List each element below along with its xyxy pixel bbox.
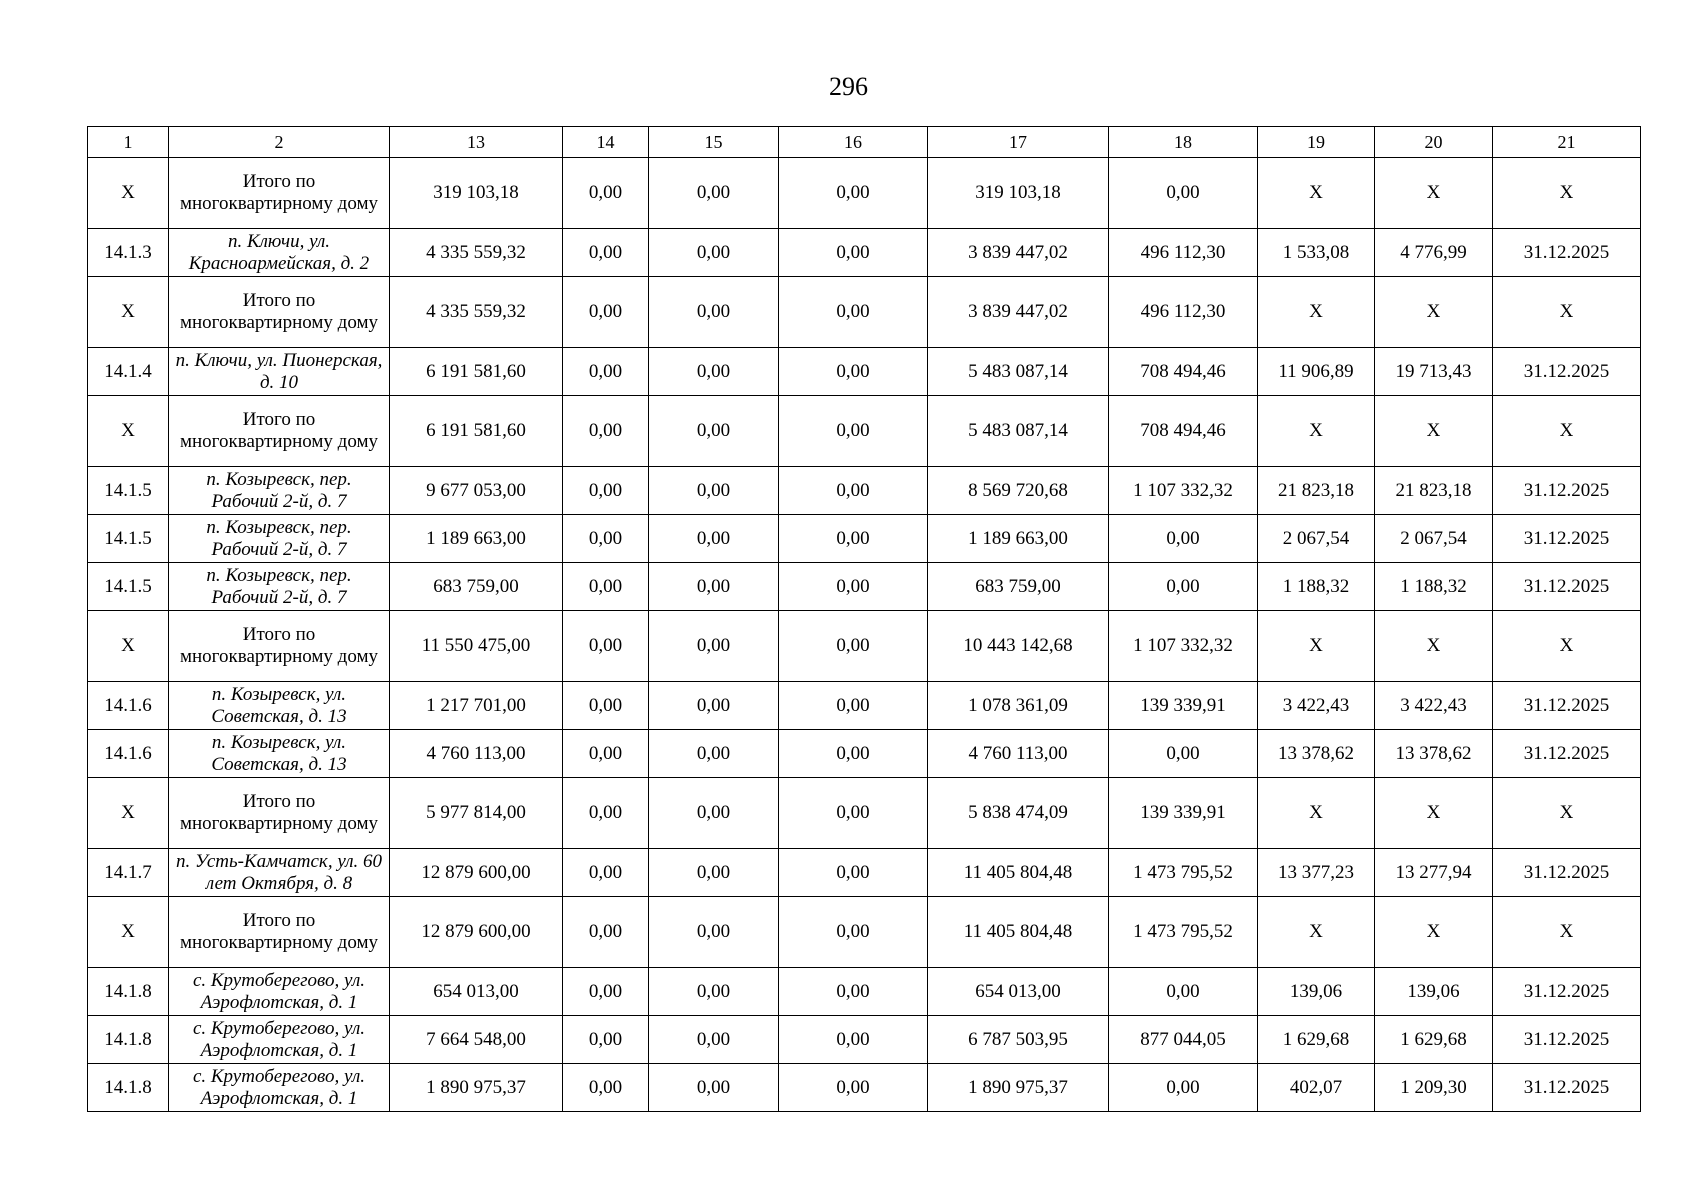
header-row (88, 127, 1641, 158)
cell-col-20: 1 629,68 (1375, 1016, 1493, 1064)
cell-col-18: 1 107 332,32 (1109, 611, 1258, 682)
cell-col-15: 0,00 (649, 396, 779, 467)
cell-col-16: 0,00 (779, 396, 928, 467)
cell-col-16: 0,00 (779, 467, 928, 515)
cell-col-14: 0,00 (563, 158, 649, 229)
cell-col-16: 0,00 (779, 563, 928, 611)
cell-col-14: 0,00 (563, 396, 649, 467)
column-header-18: 18 (1109, 127, 1258, 158)
cell-col-13: 6 191 581,60 (390, 348, 563, 396)
cell-col-16: 0,00 (779, 348, 928, 396)
cell-col-15: 0,00 (649, 611, 779, 682)
cell-col-15: 0,00 (649, 897, 779, 968)
cell-col-21: 31.12.2025 (1493, 968, 1641, 1016)
table-row (88, 467, 1641, 515)
cell-description: п. Козыревск, пер. Рабочий 2-й, д. 7 (169, 467, 390, 515)
cell-description: Итого по многоквартирному дому (169, 396, 390, 467)
cell-col-19: 139,06 (1258, 968, 1375, 1016)
cell-col-21: X (1493, 897, 1641, 968)
column-header-21: 21 (1493, 127, 1641, 158)
cell-col-17: 1 078 361,09 (928, 682, 1109, 730)
cell-col-20: 1 209,30 (1375, 1064, 1493, 1112)
cell-description: п. Козыревск, пер. Рабочий 2-й, д. 7 (169, 515, 390, 563)
cell-row-number: 14.1.5 (88, 563, 169, 611)
cell-col-16: 0,00 (779, 611, 928, 682)
cell-col-14: 0,00 (563, 229, 649, 277)
cell-col-16: 0,00 (779, 849, 928, 897)
cell-row-number: 14.1.8 (88, 968, 169, 1016)
cell-col-19: 3 422,43 (1258, 682, 1375, 730)
table-row (88, 849, 1641, 897)
cell-row-number: 14.1.3 (88, 229, 169, 277)
cell-col-20: 2 067,54 (1375, 515, 1493, 563)
cell-col-20: X (1375, 611, 1493, 682)
cell-col-15: 0,00 (649, 968, 779, 1016)
cell-col-13: 5 977 814,00 (390, 778, 563, 849)
cell-col-20: 21 823,18 (1375, 467, 1493, 515)
cell-col-14: 0,00 (563, 467, 649, 515)
cell-col-20: 1 188,32 (1375, 563, 1493, 611)
cell-col-15: 0,00 (649, 348, 779, 396)
cell-col-19: X (1258, 611, 1375, 682)
cell-col-17: 4 760 113,00 (928, 730, 1109, 778)
cell-col-17: 319 103,18 (928, 158, 1109, 229)
cell-description: Итого по многоквартирному дому (169, 778, 390, 849)
cell-col-16: 0,00 (779, 1064, 928, 1112)
cell-col-19: 402,07 (1258, 1064, 1375, 1112)
cell-col-15: 0,00 (649, 277, 779, 348)
column-header-17: 17 (928, 127, 1109, 158)
cell-description: п. Козыревск, ул. Советская, д. 13 (169, 730, 390, 778)
cell-col-14: 0,00 (563, 682, 649, 730)
column-header-1: 1 (88, 127, 169, 158)
cell-col-21: 31.12.2025 (1493, 563, 1641, 611)
cell-col-19: X (1258, 897, 1375, 968)
cell-col-17: 8 569 720,68 (928, 467, 1109, 515)
cell-col-17: 654 013,00 (928, 968, 1109, 1016)
cell-row-number: X (88, 778, 169, 849)
cell-col-18: 496 112,30 (1109, 229, 1258, 277)
cell-col-18: 708 494,46 (1109, 396, 1258, 467)
cell-col-21: X (1493, 158, 1641, 229)
cell-col-17: 11 405 804,48 (928, 849, 1109, 897)
cell-col-20: 13 277,94 (1375, 849, 1493, 897)
cell-description: с. Крутоберегово, ул. Аэрофлотская, д. 1 (169, 1016, 390, 1064)
cell-row-number: 14.1.6 (88, 682, 169, 730)
table-row (88, 968, 1641, 1016)
cell-col-16: 0,00 (779, 730, 928, 778)
column-header-14: 14 (563, 127, 649, 158)
cell-col-13: 4 335 559,32 (390, 277, 563, 348)
table-row (88, 682, 1641, 730)
cell-col-21: 31.12.2025 (1493, 348, 1641, 396)
cell-col-14: 0,00 (563, 968, 649, 1016)
cell-col-13: 1 890 975,37 (390, 1064, 563, 1112)
table-row (88, 730, 1641, 778)
cell-description: Итого по многоквартирному дому (169, 611, 390, 682)
cell-col-14: 0,00 (563, 611, 649, 682)
cell-col-21: 31.12.2025 (1493, 515, 1641, 563)
cell-row-number: 14.1.7 (88, 849, 169, 897)
column-header-13: 13 (390, 127, 563, 158)
cell-col-17: 1 890 975,37 (928, 1064, 1109, 1112)
cell-col-17: 1 189 663,00 (928, 515, 1109, 563)
cell-description: Итого по многоквартирному дому (169, 897, 390, 968)
cell-col-13: 12 879 600,00 (390, 897, 563, 968)
cell-col-15: 0,00 (649, 849, 779, 897)
column-header-15: 15 (649, 127, 779, 158)
cell-col-21: 31.12.2025 (1493, 730, 1641, 778)
cell-col-14: 0,00 (563, 348, 649, 396)
table-row (88, 1016, 1641, 1064)
cell-description: п. Козыревск, пер. Рабочий 2-й, д. 7 (169, 563, 390, 611)
cell-col-16: 0,00 (779, 229, 928, 277)
cell-col-20: 19 713,43 (1375, 348, 1493, 396)
cell-row-number: X (88, 897, 169, 968)
cell-col-14: 0,00 (563, 897, 649, 968)
cell-col-13: 654 013,00 (390, 968, 563, 1016)
cell-col-15: 0,00 (649, 467, 779, 515)
cell-col-18: 0,00 (1109, 730, 1258, 778)
cell-col-19: 1 188,32 (1258, 563, 1375, 611)
cell-description: п. Ключи, ул. Красноармейская, д. 2 (169, 229, 390, 277)
cell-col-20: X (1375, 897, 1493, 968)
cell-col-18: 139 339,91 (1109, 778, 1258, 849)
cell-col-14: 0,00 (563, 849, 649, 897)
cell-col-20: 13 378,62 (1375, 730, 1493, 778)
cell-col-13: 12 879 600,00 (390, 849, 563, 897)
cell-col-18: 139 339,91 (1109, 682, 1258, 730)
table-row-total (88, 396, 1641, 467)
cell-col-17: 10 443 142,68 (928, 611, 1109, 682)
cell-col-21: 31.12.2025 (1493, 849, 1641, 897)
column-header-19: 19 (1258, 127, 1375, 158)
cell-col-13: 4 760 113,00 (390, 730, 563, 778)
cell-col-19: 21 823,18 (1258, 467, 1375, 515)
cell-row-number: X (88, 158, 169, 229)
cell-col-18: 496 112,30 (1109, 277, 1258, 348)
cell-row-number: 14.1.6 (88, 730, 169, 778)
cell-col-15: 0,00 (649, 1016, 779, 1064)
cell-col-21: 31.12.2025 (1493, 467, 1641, 515)
table-row-total (88, 897, 1641, 968)
cell-col-14: 0,00 (563, 515, 649, 563)
cell-col-20: 139,06 (1375, 968, 1493, 1016)
cell-description: п. Козыревск, ул. Советская, д. 13 (169, 682, 390, 730)
column-header-16: 16 (779, 127, 928, 158)
cell-col-21: 31.12.2025 (1493, 682, 1641, 730)
cell-col-16: 0,00 (779, 1016, 928, 1064)
cell-col-18: 0,00 (1109, 563, 1258, 611)
cell-row-number: X (88, 611, 169, 682)
table-row-total (88, 778, 1641, 849)
cell-col-13: 683 759,00 (390, 563, 563, 611)
table-row (88, 563, 1641, 611)
cell-row-number: 14.1.8 (88, 1064, 169, 1112)
cell-col-20: X (1375, 396, 1493, 467)
cell-col-19: 1 533,08 (1258, 229, 1375, 277)
cell-col-19: 2 067,54 (1258, 515, 1375, 563)
cell-col-19: 13 378,62 (1258, 730, 1375, 778)
cell-col-16: 0,00 (779, 778, 928, 849)
cell-col-14: 0,00 (563, 778, 649, 849)
cell-description: Итого по многоквартирному дому (169, 277, 390, 348)
cell-col-15: 0,00 (649, 229, 779, 277)
cell-col-18: 708 494,46 (1109, 348, 1258, 396)
cell-col-19: X (1258, 396, 1375, 467)
cell-col-17: 5 483 087,14 (928, 348, 1109, 396)
cell-col-21: X (1493, 611, 1641, 682)
cell-row-number: 14.1.8 (88, 1016, 169, 1064)
cell-col-15: 0,00 (649, 515, 779, 563)
table-body (88, 127, 1641, 1112)
table-row (88, 1064, 1641, 1112)
cell-col-20: X (1375, 778, 1493, 849)
cell-col-21: 31.12.2025 (1493, 1064, 1641, 1112)
cell-col-14: 0,00 (563, 277, 649, 348)
cell-col-18: 0,00 (1109, 1064, 1258, 1112)
cell-description: с. Крутоберегово, ул. Аэрофлотская, д. 1 (169, 968, 390, 1016)
cell-col-18: 877 044,05 (1109, 1016, 1258, 1064)
cell-col-13: 6 191 581,60 (390, 396, 563, 467)
cell-col-18: 1 473 795,52 (1109, 897, 1258, 968)
cell-col-20: X (1375, 158, 1493, 229)
cell-col-18: 0,00 (1109, 515, 1258, 563)
data-table (87, 126, 1641, 1112)
cell-col-19: X (1258, 778, 1375, 849)
cell-col-18: 1 473 795,52 (1109, 849, 1258, 897)
cell-col-21: X (1493, 277, 1641, 348)
cell-col-19: X (1258, 277, 1375, 348)
table-row (88, 229, 1641, 277)
table-row (88, 348, 1641, 396)
cell-col-14: 0,00 (563, 1064, 649, 1112)
cell-row-number: 14.1.5 (88, 467, 169, 515)
table-row-total (88, 277, 1641, 348)
cell-col-18: 1 107 332,32 (1109, 467, 1258, 515)
cell-description: Итого по многоквартирному дому (169, 158, 390, 229)
cell-col-21: 31.12.2025 (1493, 1016, 1641, 1064)
cell-col-17: 11 405 804,48 (928, 897, 1109, 968)
cell-col-13: 11 550 475,00 (390, 611, 563, 682)
cell-col-18: 0,00 (1109, 968, 1258, 1016)
cell-col-13: 1 217 701,00 (390, 682, 563, 730)
cell-col-20: X (1375, 277, 1493, 348)
cell-col-13: 7 664 548,00 (390, 1016, 563, 1064)
cell-col-19: 13 377,23 (1258, 849, 1375, 897)
cell-col-21: X (1493, 396, 1641, 467)
cell-col-16: 0,00 (779, 897, 928, 968)
cell-row-number: X (88, 277, 169, 348)
cell-description: п. Усть-Камчатск, ул. 60 лет Октября, д. 8 (169, 849, 390, 897)
cell-col-21: 31.12.2025 (1493, 229, 1641, 277)
cell-col-19: X (1258, 158, 1375, 229)
cell-col-15: 0,00 (649, 682, 779, 730)
table-row-total (88, 611, 1641, 682)
cell-col-16: 0,00 (779, 968, 928, 1016)
cell-col-19: 1 629,68 (1258, 1016, 1375, 1064)
table-row-total (88, 158, 1641, 229)
cell-col-17: 5 483 087,14 (928, 396, 1109, 467)
cell-description: с. Крутоберегово, ул. Аэрофлотская, д. 1 (169, 1064, 390, 1112)
cell-row-number: 14.1.4 (88, 348, 169, 396)
cell-col-14: 0,00 (563, 1016, 649, 1064)
cell-col-20: 4 776,99 (1375, 229, 1493, 277)
cell-col-15: 0,00 (649, 778, 779, 849)
cell-col-13: 4 335 559,32 (390, 229, 563, 277)
cell-col-15: 0,00 (649, 1064, 779, 1112)
cell-col-17: 3 839 447,02 (928, 229, 1109, 277)
cell-col-13: 319 103,18 (390, 158, 563, 229)
cell-row-number: 14.1.5 (88, 515, 169, 563)
cell-col-13: 9 677 053,00 (390, 467, 563, 515)
cell-col-13: 1 189 663,00 (390, 515, 563, 563)
cell-col-17: 6 787 503,95 (928, 1016, 1109, 1064)
cell-col-17: 683 759,00 (928, 563, 1109, 611)
cell-col-16: 0,00 (779, 277, 928, 348)
cell-col-21: X (1493, 778, 1641, 849)
table-row (88, 515, 1641, 563)
cell-col-18: 0,00 (1109, 158, 1258, 229)
page-number: 296 (829, 72, 868, 101)
cell-col-17: 5 838 474,09 (928, 778, 1109, 849)
cell-col-14: 0,00 (563, 730, 649, 778)
cell-col-15: 0,00 (649, 158, 779, 229)
cell-col-20: 3 422,43 (1375, 682, 1493, 730)
column-header-20: 20 (1375, 127, 1493, 158)
cell-col-15: 0,00 (649, 730, 779, 778)
cell-col-16: 0,00 (779, 515, 928, 563)
cell-col-16: 0,00 (779, 158, 928, 229)
cell-row-number: X (88, 396, 169, 467)
cell-col-16: 0,00 (779, 682, 928, 730)
cell-col-14: 0,00 (563, 563, 649, 611)
cell-col-17: 3 839 447,02 (928, 277, 1109, 348)
cell-description: п. Ключи, ул. Пионерская, д. 10 (169, 348, 390, 396)
column-header-2: 2 (169, 127, 390, 158)
cell-col-15: 0,00 (649, 563, 779, 611)
cell-col-19: 11 906,89 (1258, 348, 1375, 396)
